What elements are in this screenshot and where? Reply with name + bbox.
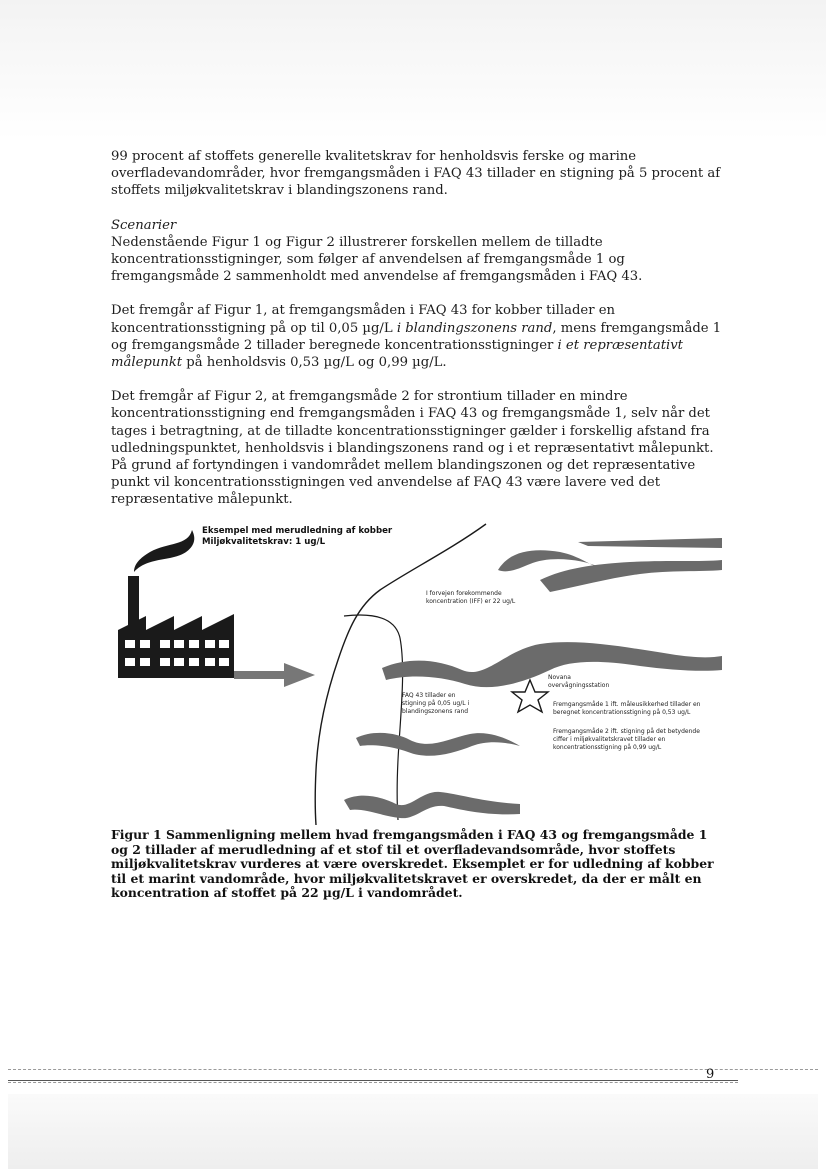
label-fm2-line3: koncentrationsstigning på 0,99 ug/L: [553, 744, 662, 751]
label-faq43-line2: stigning på 0,05 ug/L i: [402, 700, 470, 707]
discharge-arrow: [234, 663, 315, 687]
label-faq43-line1: FAQ 43 tillader en: [402, 692, 456, 699]
label-fremgangsmaade-2: [553, 728, 700, 752]
page-number: 9: [706, 1067, 715, 1082]
label-fm1-line1: Fremgangsmåde 1 ift. måleusikkerhed tillader en: [553, 701, 701, 708]
star-icon: [512, 680, 548, 712]
footer-rule-dashed: [8, 1069, 818, 1070]
label-faq43: [402, 692, 469, 716]
smoke-plume: [134, 530, 194, 572]
plume-top-b: [540, 560, 722, 592]
scan-bleed-through: [8, 1094, 818, 1169]
heading-scenarier: Scenarier: [111, 217, 177, 233]
paragraph-4: Det fremgår af Figur 2, at fremgangsmåde 2 for strontium tillader en mindre koncentrationsstigning end fremgangsmåden i FAQ 43 og fremgangsmåde 1, selv når det tages i betragtning, at de tilladte koncentrationsstigninger gælder i forskellig afstand fra udledningspunktet, henholdsvis i blandingszonens rand og i et repræsentativt målepunkt. På grund af fortyndingen i vandområdet mellem blandingszonen og det repræsentative punkt vil koncentrationsstigningen ved anvendelse af FAQ 43 være lavere ved det repræsentative målepunkt.: [111, 389, 714, 508]
label-fm2-line1: Fremgangsmåde 2 ift. stigning på det betydende: [553, 728, 700, 735]
label-novana-line2: overvågningsstation: [548, 682, 610, 689]
label-novana: [548, 674, 609, 690]
label-fm1-line2: beregnet koncentrationsstigning på 0,53 ug/L: [553, 709, 691, 716]
label-novana-line1: Novana: [548, 674, 571, 681]
scan-shading: [0, 0, 826, 140]
label-iff-line1: I forvejen forekommende: [426, 590, 502, 597]
figure-1: [110, 520, 730, 830]
label-faq43-line3: blandingszonens rand: [402, 708, 469, 715]
p3-italic-d: i et repræsentativt målepunkt: [111, 337, 683, 371]
label-iff-line2: koncentration (IFF) er 22 ug/L: [426, 598, 516, 605]
paragraph-scenarier: [111, 217, 723, 286]
label-fremgangsmaade-1: [553, 701, 700, 717]
p3-text-e: på henholdsvis 0,53 µg/L og 0,99 µg/L.: [182, 355, 447, 371]
figure-caption: Figur 1 Sammenligning mellem hvad fremgangsmåden i FAQ 43 og fremgangsmåde 1 og 2 tillader af merudledning af et stof til et overfladevandsområde, hvor stoffets miljøkvalitetskrav vurderes at være overskredet. Eksemplet er for udledning af kobber til et marint vandområde, hvor miljøkvalitetskravet er overskredet, da der er målt en koncentration af stoffet på 22 µg/L i vandområdet.: [111, 827, 714, 901]
figure-title-line2: Miljøkvalitetskrav: 1 ug/L: [202, 537, 326, 547]
figure-illustration: [110, 520, 730, 830]
blending-zone-boundary: [344, 615, 403, 820]
factory-icon: [118, 576, 234, 678]
page-footer: [8, 1060, 818, 1169]
p3-text-a: Det fremgår af Figur 1, at fremgangsmåden i FAQ 43 for kobber tillader en koncentrationsstigning på op til 0,05 µg/L: [111, 303, 616, 336]
body-text: [111, 148, 723, 526]
p3-text-c: , mens fremgangsmåde 1 og fremgangsmåde 2 tillader beregnede koncentrationsstigninger: [111, 320, 722, 353]
footer-rule-dashed-2: [8, 1082, 738, 1083]
plume-low-1: [356, 733, 520, 756]
plume-low-2: [344, 792, 520, 818]
label-iff: [426, 590, 515, 606]
figure-title-line1: Eksempel med merudledning af kobber: [202, 526, 393, 536]
label-fm2-line2: ciffer i miljøkvalitetskravet tillader en: [553, 736, 666, 743]
figure-title: [202, 526, 392, 548]
p3-italic-b: i blandingszonens rand: [396, 320, 553, 336]
paragraph-2-text: Nedenstående Figur 1 og Figur 2 illustrerer forskellen mellem de tilladte koncentrationsstigninger, som følger af anvendelsen af fremgangsmåde 1 og fremgangsmåde 2 sammenholdt med anvendelse af fremgangsmåden i FAQ 43.: [111, 234, 643, 285]
paragraph-1: 99 procent af stoffets generelle kvalitetskrav for henholdsvis ferske og marine overfladevandområder, hvor fremgangsmåden i FAQ 43 tillader en stigning på 5 procent af stoffets miljøkvalitetskrav i blandingszonens rand.: [111, 149, 721, 199]
footer-rule: [8, 1080, 738, 1081]
paragraph-3: [111, 302, 723, 371]
